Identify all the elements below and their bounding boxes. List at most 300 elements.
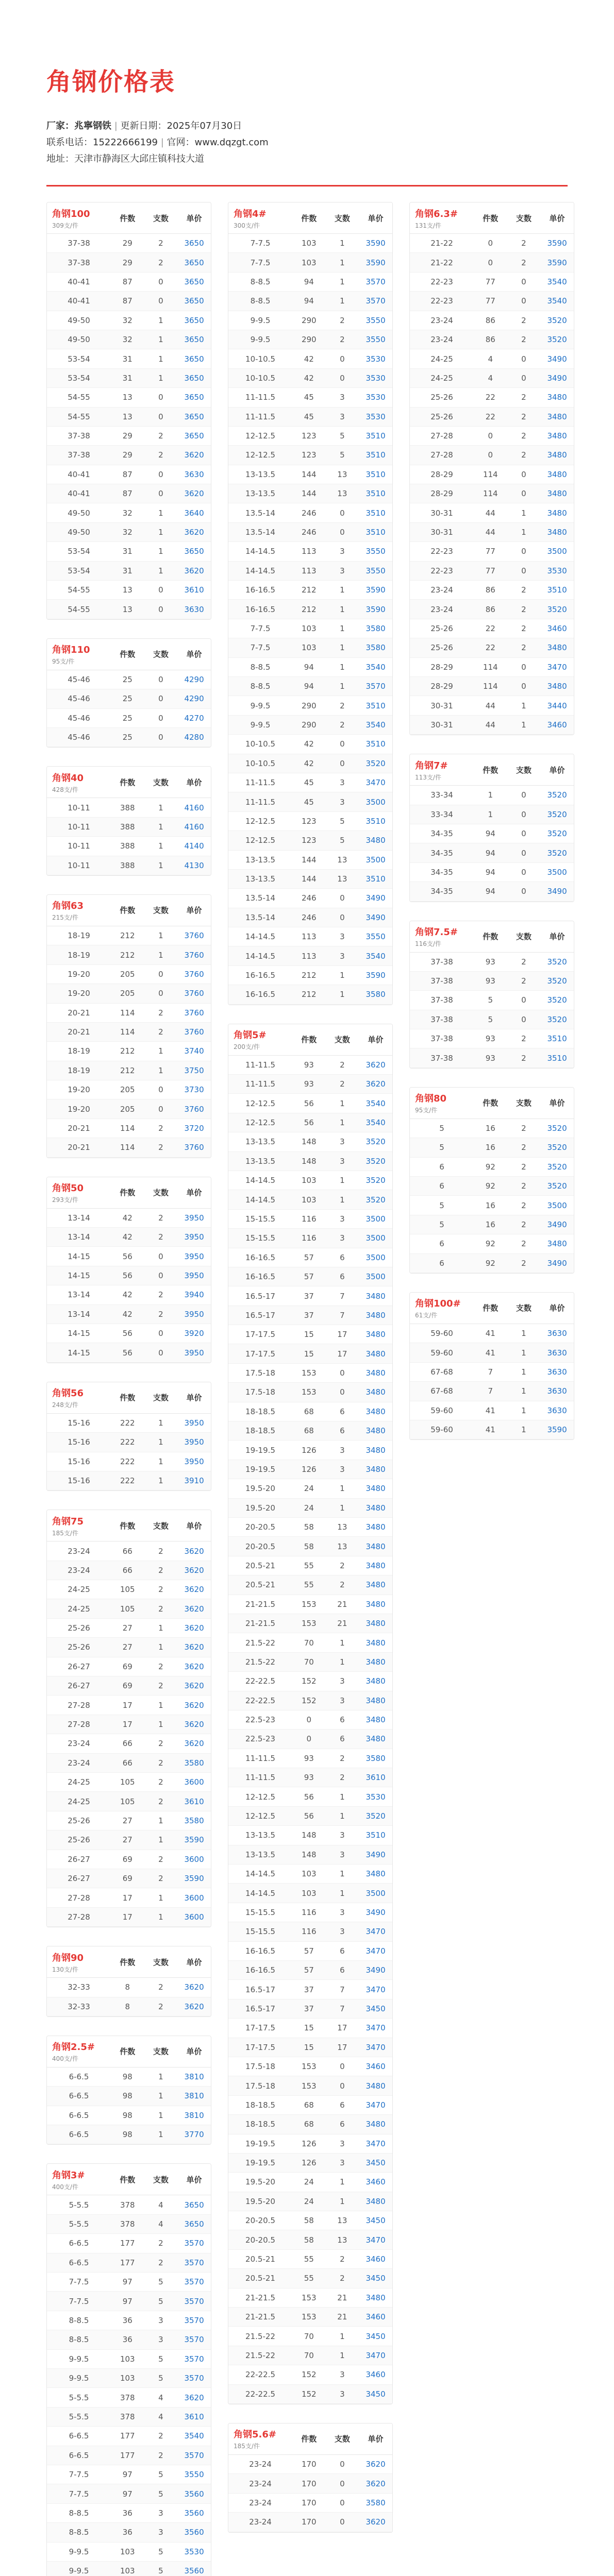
table-row [228, 1344, 392, 1363]
qty-header: 支数 [507, 1293, 541, 1324]
count-cell: 212 [111, 1042, 144, 1061]
category-pieces-per-bundle: 116支/件 [415, 940, 441, 947]
table-row [228, 2308, 392, 2327]
table-row [228, 1922, 392, 1941]
price-cell: 3620 [177, 1676, 211, 1696]
price-cell: 3610 [177, 581, 211, 600]
qty-header: 支数 [144, 1946, 178, 1978]
spec-cell: 13-13.5 [228, 869, 292, 888]
price-cell: 3470 [359, 2230, 392, 2249]
price-header: 单价 [177, 202, 211, 234]
count-cell: 126 [292, 2134, 326, 2153]
qty-cell: 1 [326, 619, 359, 638]
table-row [410, 971, 574, 990]
qty-cell: 13 [326, 2211, 359, 2230]
count-cell: 22 [474, 619, 507, 638]
spec-cell: 18-19 [47, 926, 111, 945]
spec-cell: 28-29 [410, 657, 474, 676]
site-link[interactable]: www.dqzgt.com [194, 137, 269, 148]
count-cell: 66 [111, 1541, 144, 1561]
price-cell: 3810 [177, 2067, 211, 2086]
count-header: 件数 [111, 767, 144, 798]
table-row [410, 446, 574, 465]
table-row [47, 837, 211, 856]
table-row [47, 2349, 211, 2368]
qty-cell: 0 [326, 1363, 359, 1382]
price-cell: 3620 [359, 2474, 392, 2493]
spec-cell: 13-13.5 [228, 1132, 292, 1151]
count-cell: 94 [292, 272, 326, 291]
price-table [46, 2036, 211, 2145]
price-cell: 3600 [177, 1907, 211, 1926]
price-table [409, 921, 574, 1069]
table-row [228, 1498, 392, 1517]
table-row [228, 1286, 392, 1306]
spec-cell: 24-25 [410, 368, 474, 387]
price-cell: 3510 [359, 426, 392, 445]
spec-cell: 32-33 [47, 1997, 111, 2016]
spec-cell: 25-26 [410, 638, 474, 657]
price-cell: 3480 [540, 484, 574, 503]
spec-cell: 23-24 [47, 1734, 111, 1753]
spec-cell: 14-14.5 [228, 1865, 292, 1884]
spec-cell: 6-6.5 [47, 2106, 111, 2125]
count-cell: 13 [111, 600, 144, 619]
qty-cell: 0 [326, 2057, 359, 2076]
spec-cell: 13-13.5 [228, 1826, 292, 1845]
count-cell: 15 [292, 2038, 326, 2057]
table-row [47, 1247, 211, 1266]
qty-cell: 1 [144, 561, 178, 580]
price-cell: 4130 [177, 856, 211, 875]
price-cell: 3520 [540, 971, 574, 990]
price-cell: 3950 [177, 1343, 211, 1362]
spec-cell: 20-21 [47, 1003, 111, 1022]
count-cell: 13 [111, 388, 144, 407]
qty-cell: 6 [326, 2095, 359, 2114]
spec-cell: 6-6.5 [47, 2087, 111, 2106]
price-table [46, 2163, 211, 2576]
count-cell: 16 [474, 1138, 507, 1157]
qty-cell: 0 [144, 292, 178, 311]
spec-cell: 23-24 [410, 311, 474, 330]
qty-cell: 13 [326, 465, 359, 484]
qty-cell: 1 [144, 837, 178, 856]
phone-number[interactable]: 15222666199 [93, 137, 158, 148]
price-cell: 3480 [359, 1556, 392, 1575]
qty-cell: 3 [326, 1132, 359, 1151]
spec-cell: 16-16.5 [228, 965, 292, 985]
count-cell: 16 [474, 1196, 507, 1215]
count-cell: 153 [292, 1595, 326, 1614]
qty-cell: 0 [144, 727, 178, 747]
spec-cell: 19.5-20 [228, 2192, 292, 2211]
table-row [228, 638, 392, 657]
price-cell: 3810 [177, 2087, 211, 2106]
table-row [47, 1753, 211, 1772]
spec-cell: 17-17.5 [228, 1344, 292, 1363]
table-row [47, 2087, 211, 2106]
price-cell: 3470 [359, 1941, 392, 1960]
count-cell: 94 [474, 843, 507, 862]
spec-cell: 19-20 [47, 1099, 111, 1118]
count-cell: 94 [474, 862, 507, 882]
count-cell: 153 [292, 1363, 326, 1382]
qty-cell: 2 [144, 1022, 178, 1041]
category-name: 角钢40 [52, 772, 84, 784]
count-cell: 15 [292, 1344, 326, 1363]
count-header: 件数 [474, 1293, 507, 1324]
qty-cell: 0 [507, 465, 541, 484]
qty-cell: 2 [507, 407, 541, 426]
table-row [410, 786, 574, 805]
spec-cell: 6-6.5 [47, 2253, 111, 2272]
price-cell: 3650 [177, 253, 211, 272]
table-row [47, 2234, 211, 2253]
count-cell: 37 [292, 1306, 326, 1325]
spec-cell: 20-21 [47, 1138, 111, 1157]
table-row [228, 715, 392, 734]
count-cell: 177 [111, 2446, 144, 2465]
spec-cell: 37-38 [47, 446, 111, 465]
price-cell: 3480 [359, 1575, 392, 1595]
count-cell: 41 [474, 1420, 507, 1439]
qty-cell: 0 [507, 349, 541, 368]
qty-cell: 13 [326, 484, 359, 503]
table-row [47, 1080, 211, 1099]
qty-cell: 2 [144, 1734, 178, 1753]
category-pieces-per-bundle: 131支/件 [415, 222, 441, 229]
count-cell: 152 [292, 2365, 326, 2384]
category-name: 角钢110 [52, 645, 90, 656]
price-cell: 3530 [177, 2542, 211, 2561]
qty-cell: 3 [326, 407, 359, 426]
qty-cell: 2 [144, 1773, 178, 1792]
qty-cell: 2 [326, 1768, 359, 1787]
count-cell: 123 [292, 811, 326, 831]
count-cell: 94 [292, 657, 326, 676]
price-cell: 3510 [359, 811, 392, 831]
spec-cell: 34-35 [410, 824, 474, 843]
count-cell: 1 [474, 805, 507, 824]
category-name: 角钢100 [52, 208, 90, 219]
count-cell: 98 [111, 2106, 144, 2125]
qty-cell: 2 [144, 1285, 178, 1304]
price-cell: 3550 [359, 311, 392, 330]
price-cell: 3480 [359, 1383, 392, 1402]
spec-cell: 13-13.5 [228, 484, 292, 503]
count-cell: 388 [111, 856, 144, 875]
table-row [228, 2230, 392, 2249]
price-table [409, 1087, 574, 1274]
table-row [410, 503, 574, 522]
spec-cell: 20-21 [47, 1022, 111, 1041]
table-row [47, 503, 211, 522]
table-row [47, 2311, 211, 2330]
count-cell: 103 [111, 2368, 144, 2387]
table-row [410, 388, 574, 407]
count-cell: 148 [292, 1845, 326, 1864]
table-row [228, 330, 392, 349]
spec-cell: 22.5-23 [228, 1730, 292, 1749]
qty-cell: 21 [326, 1614, 359, 1633]
count-cell: 94 [474, 882, 507, 901]
table-row [47, 2465, 211, 2484]
qty-cell: 7 [326, 1306, 359, 1325]
spec-cell: 10-10.5 [228, 368, 292, 387]
table-row [228, 2269, 392, 2288]
qty-cell: 1 [144, 1618, 178, 1637]
count-cell: 103 [292, 1884, 326, 1903]
count-cell: 116 [292, 1922, 326, 1941]
table-row [47, 2427, 211, 2446]
price-cell: 3510 [540, 581, 574, 600]
count-cell: 177 [111, 2234, 144, 2253]
table-row [410, 696, 574, 715]
count-cell: 24 [292, 1498, 326, 1517]
table-row [47, 1433, 211, 1452]
price-cell: 3510 [359, 869, 392, 888]
count-cell: 27 [111, 1811, 144, 1830]
price-cell: 3480 [540, 503, 574, 522]
count-cell: 222 [111, 1471, 144, 1490]
qty-cell: 6 [326, 2115, 359, 2134]
count-cell: 4 [474, 368, 507, 387]
category-name: 角钢4# [234, 208, 267, 219]
price-cell: 3520 [359, 1151, 392, 1171]
price-cell: 3460 [540, 619, 574, 638]
spec-cell: 15-15.5 [228, 1922, 292, 1941]
qty-cell: 0 [144, 670, 178, 689]
table-row [228, 503, 392, 522]
spec-cell: 45-46 [47, 708, 111, 727]
table-row [228, 407, 392, 426]
table-row [47, 1696, 211, 1715]
qty-cell: 0 [507, 882, 541, 901]
category-pieces-per-bundle: 309支/件 [52, 222, 78, 229]
qty-cell: 3 [326, 927, 359, 946]
price-cell: 3650 [177, 272, 211, 291]
spec-cell: 20-20.5 [228, 2230, 292, 2249]
qty-cell: 1 [326, 253, 359, 272]
spec-cell: 13.5-14 [228, 889, 292, 908]
qty-cell: 6 [326, 1267, 359, 1286]
count-cell: 98 [111, 2087, 144, 2106]
count-cell: 41 [474, 1401, 507, 1420]
qty-cell: 1 [144, 798, 178, 817]
count-header: 件数 [111, 2036, 144, 2067]
table-row [228, 368, 392, 387]
spec-cell: 7-7.5 [228, 619, 292, 638]
table-row [47, 1888, 211, 1907]
count-cell: 42 [292, 368, 326, 387]
price-cell: 3540 [177, 2427, 211, 2446]
separator: | [160, 137, 167, 148]
spec-cell: 14-14.5 [228, 1884, 292, 1903]
table-row [228, 292, 392, 311]
table-row [47, 1997, 211, 2016]
qty-cell: 2 [144, 2253, 178, 2272]
price-cell: 3480 [359, 1652, 392, 1671]
qty-cell: 1 [144, 2125, 178, 2144]
count-cell: 378 [111, 2214, 144, 2233]
table-row [47, 1676, 211, 1696]
qty-cell: 2 [326, 330, 359, 349]
price-cell: 3480 [359, 1440, 392, 1460]
price-cell: 3550 [359, 330, 392, 349]
spec-cell: 19-19.5 [228, 2134, 292, 2153]
count-cell: 31 [111, 542, 144, 561]
spec-cell: 23-24 [410, 330, 474, 349]
count-cell: 24 [292, 1479, 326, 1498]
price-cell: 3620 [177, 1696, 211, 1715]
qty-cell: 1 [326, 581, 359, 600]
spec-cell: 10-11 [47, 817, 111, 836]
spec-cell: 10-10.5 [228, 349, 292, 368]
count-cell: 1 [474, 786, 507, 805]
qty-cell: 1 [144, 1888, 178, 1907]
price-cell: 3470 [359, 773, 392, 792]
spec-cell: 53-54 [47, 561, 111, 580]
spec-cell: 6 [410, 1157, 474, 1176]
spec-cell: 11-11.5 [228, 1055, 292, 1074]
table-row [228, 2057, 392, 2076]
table-row [47, 1773, 211, 1792]
price-cell: 3480 [359, 1691, 392, 1710]
qty-cell: 1 [144, 856, 178, 875]
price-cell: 3570 [359, 292, 392, 311]
qty-cell: 2 [326, 2269, 359, 2288]
price-cell: 3520 [359, 1171, 392, 1190]
price-cell: 3560 [177, 2523, 211, 2542]
qty-cell: 5 [144, 2368, 178, 2387]
count-cell: 116 [292, 1903, 326, 1922]
table-row [228, 1075, 392, 1094]
spec-cell: 13-14 [47, 1304, 111, 1324]
spec-cell: 10-11 [47, 837, 111, 856]
spec-cell: 18-18.5 [228, 2095, 292, 2114]
price-cell: 3480 [540, 388, 574, 407]
qty-cell: 1 [326, 985, 359, 1004]
qty-cell: 21 [326, 2308, 359, 2327]
price-cell: 3500 [359, 1209, 392, 1228]
qty-header: 支数 [507, 921, 541, 953]
price-cell: 3650 [177, 2195, 211, 2214]
spec-cell: 45-46 [47, 689, 111, 708]
spec-cell: 53-54 [47, 349, 111, 368]
spec-cell: 34-35 [410, 862, 474, 882]
count-cell: 66 [111, 1753, 144, 1772]
price-cell: 3950 [177, 1247, 211, 1266]
price-cell: 3480 [359, 1325, 392, 1344]
count-cell: 8 [111, 1997, 144, 2016]
spec-cell: 13.5-14 [228, 908, 292, 927]
table-row [228, 1941, 392, 1960]
qty-cell: 0 [507, 368, 541, 387]
count-cell: 16 [474, 1215, 507, 1234]
count-cell: 87 [111, 292, 144, 311]
count-cell: 93 [292, 1768, 326, 1787]
price-cell: 3520 [540, 600, 574, 619]
count-cell: 45 [292, 407, 326, 426]
price-cell: 3650 [177, 292, 211, 311]
count-cell: 66 [111, 1734, 144, 1753]
price-cell: 3620 [177, 1580, 211, 1599]
spec-cell: 9-9.5 [228, 696, 292, 715]
price-cell: 3480 [359, 1595, 392, 1614]
table-row [228, 522, 392, 541]
qty-cell: 0 [326, 908, 359, 927]
qty-cell: 3 [326, 2384, 359, 2403]
spec-cell: 19-20 [47, 984, 111, 1003]
table-row [410, 1343, 574, 1362]
qty-cell: 2 [507, 1253, 541, 1273]
spec-cell: 27-28 [47, 1715, 111, 1734]
table-row [228, 2384, 392, 2403]
price-table [46, 638, 211, 748]
table-row [228, 1826, 392, 1845]
spec-cell: 14-15 [47, 1343, 111, 1362]
count-cell: 70 [292, 1652, 326, 1671]
table-row [228, 2454, 392, 2473]
spec-cell: 18-19 [47, 945, 111, 964]
table-row [47, 2125, 211, 2144]
spec-cell: 37-38 [410, 1010, 474, 1029]
qty-cell: 2 [507, 581, 541, 600]
category-name: 角钢3# [52, 2170, 85, 2181]
price-table [409, 754, 574, 902]
spec-cell: 7-7.5 [47, 2292, 111, 2311]
price-cell: 3490 [359, 1845, 392, 1864]
qty-cell: 3 [326, 542, 359, 561]
table-row [410, 561, 574, 580]
count-cell: 56 [292, 1113, 326, 1132]
update-label: 更新日期： [120, 121, 167, 131]
table-row [47, 2561, 211, 2576]
table-row [47, 561, 211, 580]
meta-line-2 [46, 134, 568, 151]
count-cell: 113 [292, 927, 326, 946]
price-cell: 3510 [540, 1048, 574, 1067]
table-row [410, 368, 574, 387]
count-cell: 148 [292, 1132, 326, 1151]
count-cell: 290 [292, 330, 326, 349]
price-cell: 3580 [359, 1749, 392, 1768]
qty-cell: 5 [326, 831, 359, 850]
spec-cell: 54-55 [47, 388, 111, 407]
table-row [47, 465, 211, 484]
count-cell: 212 [111, 926, 144, 945]
count-cell: 42 [292, 735, 326, 754]
count-header: 件数 [474, 1088, 507, 1119]
qty-cell: 2 [507, 1118, 541, 1138]
qty-cell: 0 [326, 2493, 359, 2512]
price-cell: 3520 [540, 1157, 574, 1176]
price-cell: 3650 [177, 2214, 211, 2233]
qty-cell: 1 [326, 638, 359, 657]
price-cell: 3590 [359, 581, 392, 600]
table-row [47, 2253, 211, 2272]
spec-cell: 14-14.5 [228, 1171, 292, 1190]
count-cell: 36 [111, 2503, 144, 2522]
price-cell: 3470 [359, 2095, 392, 2114]
spec-cell: 24-25 [410, 349, 474, 368]
table-row [410, 542, 574, 561]
spec-cell: 23-24 [228, 2474, 292, 2493]
category-name: 角钢100# [415, 1298, 461, 1310]
qty-cell: 17 [326, 2038, 359, 2057]
count-cell: 113 [292, 561, 326, 580]
